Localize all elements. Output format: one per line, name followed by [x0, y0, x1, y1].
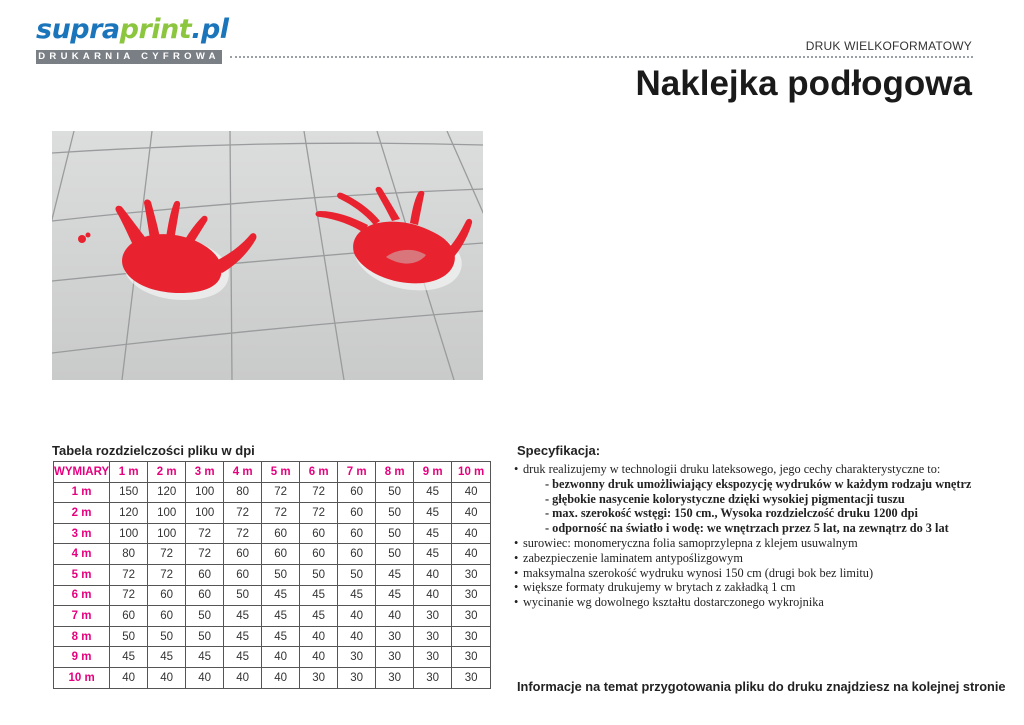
- column-header: 6 m: [300, 462, 338, 483]
- table-cell: 40: [414, 585, 452, 606]
- spec-subitem: - odporność na światło i wodę: we wnętrzach przez 5 lat, na zewnątrz do 3 lat: [545, 521, 949, 536]
- logo-wordmark: [36, 14, 229, 46]
- table-cell: 45: [376, 564, 414, 585]
- table-cell: 40: [262, 647, 300, 668]
- table-cell: 40: [452, 544, 491, 565]
- product-photo: [52, 131, 483, 380]
- table-row: [54, 544, 491, 565]
- page-title: Naklejka podłogowa: [635, 64, 972, 103]
- table-row: [54, 503, 491, 524]
- column-header: 2 m: [148, 462, 186, 483]
- table-cell: 72: [186, 544, 224, 565]
- table-cell: 30: [414, 667, 452, 688]
- table-cell: 30: [376, 626, 414, 647]
- table-cell: 45: [414, 482, 452, 503]
- table-cell: 45: [262, 606, 300, 627]
- column-header: 1 m: [110, 462, 148, 483]
- table-cell: 45: [300, 606, 338, 627]
- table-cell: 60: [262, 544, 300, 565]
- row-header: 8 m: [54, 626, 110, 647]
- table-cell: 60: [338, 503, 376, 524]
- table-cell: 50: [376, 544, 414, 565]
- column-header: 8 m: [376, 462, 414, 483]
- table-cell: 45: [262, 585, 300, 606]
- table-cell: 72: [262, 482, 300, 503]
- table-cell: 30: [414, 606, 452, 627]
- table-cell: 80: [224, 482, 262, 503]
- table-row: [54, 647, 491, 668]
- table-cell: 40: [148, 667, 186, 688]
- spec-item: • druk realizujemy w technologii druku lateksowego, jego cechy charakterystyczne to:: [514, 462, 984, 477]
- table-cell: 50: [262, 564, 300, 585]
- table-cell: 50: [186, 606, 224, 627]
- table-cell: 60: [148, 606, 186, 627]
- table-cell: 60: [262, 523, 300, 544]
- table-cell: 60: [300, 523, 338, 544]
- logo-subtitle: DRUKARNIA CYFROWA: [36, 50, 222, 64]
- spec-item: • surowiec: monomeryczna folia samoprzylepna z klejem usuwalnym: [514, 536, 984, 551]
- table-cell: 40: [300, 626, 338, 647]
- table-cell: 60: [300, 544, 338, 565]
- table-row: [54, 482, 491, 503]
- column-header: 4 m: [224, 462, 262, 483]
- category-label: DRUK WIELKOFORMATOWY: [805, 39, 972, 53]
- table-cell: 30: [452, 626, 491, 647]
- table-cell: 72: [148, 544, 186, 565]
- table-corner-label: WYMIARY: [54, 462, 110, 483]
- table-cell: 45: [224, 647, 262, 668]
- table-cell: 100: [186, 482, 224, 503]
- table-cell: 40: [452, 523, 491, 544]
- table-cell: 30: [452, 647, 491, 668]
- handprint-floor-illustration: [52, 131, 483, 380]
- table-cell: 60: [224, 564, 262, 585]
- spec-subitem: - max. szerokość wstęgi: 150 cm., Wysoka rozdzielczość druku 1200 dpi: [545, 506, 918, 521]
- row-header: 10 m: [54, 667, 110, 688]
- table-cell: 60: [338, 544, 376, 565]
- header-dotted-divider: [230, 56, 973, 58]
- table-cell: 50: [110, 626, 148, 647]
- table-cell: 72: [186, 523, 224, 544]
- table-cell: 45: [224, 606, 262, 627]
- spec-item: • wycinanie wg dowolnego kształtu dostarczonego wykrojnika: [514, 595, 984, 610]
- table-cell: 72: [224, 523, 262, 544]
- table-cell: 40: [452, 503, 491, 524]
- table-cell: 45: [262, 626, 300, 647]
- table-cell: 45: [186, 647, 224, 668]
- table-row: [54, 564, 491, 585]
- table-cell: 30: [376, 647, 414, 668]
- table-cell: 60: [338, 523, 376, 544]
- spec-item: • zabezpieczenie laminatem antypoślizgowym: [514, 551, 984, 566]
- spec-item: • większe formaty drukujemy w brytach z zakładką 1 cm: [514, 580, 984, 595]
- table-cell: 30: [338, 667, 376, 688]
- row-header: 4 m: [54, 544, 110, 565]
- table-cell: 50: [148, 626, 186, 647]
- column-header: 9 m: [414, 462, 452, 483]
- table-cell: 60: [338, 482, 376, 503]
- spec-subitem: - bezwonny druk umożliwiający ekspozycję wydruków w każdym rodzaju wnętrz: [545, 476, 972, 491]
- table-cell: 72: [110, 585, 148, 606]
- row-header: 9 m: [54, 647, 110, 668]
- footer-note: Informacje na temat przygotowania pliku do druku znajdziesz na kolejnej stronie: [517, 679, 1006, 694]
- table-cell: 80: [110, 544, 148, 565]
- row-header: 3 m: [54, 523, 110, 544]
- column-header: 7 m: [338, 462, 376, 483]
- table-cell: 72: [300, 503, 338, 524]
- table-cell: 45: [376, 585, 414, 606]
- table-cell: 45: [300, 585, 338, 606]
- table-cell: 60: [110, 606, 148, 627]
- row-header: 1 m: [54, 482, 110, 503]
- table-cell: 120: [148, 482, 186, 503]
- spec-subitem: - głębokie nasycenie kolorystyczne dzięki wysokiej pigmentacji tuszu: [545, 491, 905, 506]
- table-cell: 72: [300, 482, 338, 503]
- logo-part-supra: supra: [36, 14, 120, 45]
- row-header: 2 m: [54, 503, 110, 524]
- table-cell: 100: [186, 503, 224, 524]
- table-cell: 40: [338, 606, 376, 627]
- table-cell: 30: [452, 585, 491, 606]
- table-cell: 40: [262, 667, 300, 688]
- table-cell: 100: [110, 523, 148, 544]
- table-cell: 60: [186, 564, 224, 585]
- table-row: [54, 523, 491, 544]
- table-cell: 30: [452, 667, 491, 688]
- table-cell: 50: [300, 564, 338, 585]
- table-cell: 150: [110, 482, 148, 503]
- table-cell: 30: [338, 647, 376, 668]
- table-row: [54, 585, 491, 606]
- table-header-row: [54, 462, 491, 483]
- table-cell: 45: [414, 544, 452, 565]
- table-cell: 72: [224, 503, 262, 524]
- table-cell: 30: [376, 667, 414, 688]
- table-cell: 50: [376, 523, 414, 544]
- table-cell: 45: [110, 647, 148, 668]
- resolution-table-title: Tabela rozdzielczości pliku w dpi: [52, 443, 255, 458]
- table-cell: 60: [224, 544, 262, 565]
- table-cell: 72: [148, 564, 186, 585]
- table-cell: 60: [148, 585, 186, 606]
- spec-item: • maksymalna szerokość wydruku wynosi 150 cm (drugi bok bez limitu): [514, 566, 984, 581]
- table-cell: 45: [414, 503, 452, 524]
- table-cell: 30: [414, 626, 452, 647]
- table-cell: 100: [148, 503, 186, 524]
- table-cell: 50: [376, 482, 414, 503]
- table-cell: 30: [414, 647, 452, 668]
- table-cell: 40: [414, 564, 452, 585]
- row-header: 5 m: [54, 564, 110, 585]
- table-row: [54, 667, 491, 688]
- table-cell: 40: [110, 667, 148, 688]
- table-cell: 45: [224, 626, 262, 647]
- logo-part-print: print: [119, 14, 192, 45]
- table-cell: 60: [186, 585, 224, 606]
- table-cell: 40: [186, 667, 224, 688]
- column-header: 3 m: [186, 462, 224, 483]
- table-cell: 50: [376, 503, 414, 524]
- row-header: 6 m: [54, 585, 110, 606]
- table-cell: 40: [300, 647, 338, 668]
- table-cell: 40: [338, 626, 376, 647]
- table-cell: 30: [452, 564, 491, 585]
- table-cell: 72: [110, 564, 148, 585]
- logo-part-domain: .pl: [191, 14, 229, 45]
- table-row: [54, 626, 491, 647]
- column-header: 5 m: [262, 462, 300, 483]
- table-cell: 45: [338, 585, 376, 606]
- table-cell: 50: [186, 626, 224, 647]
- column-header: 10 m: [452, 462, 491, 483]
- spec-list: [514, 462, 984, 610]
- table-cell: 120: [110, 503, 148, 524]
- table-cell: 72: [262, 503, 300, 524]
- table-cell: 100: [148, 523, 186, 544]
- table-cell: 50: [338, 564, 376, 585]
- table-cell: 40: [452, 482, 491, 503]
- table-cell: 50: [224, 585, 262, 606]
- table-cell: 40: [376, 606, 414, 627]
- table-row: [54, 606, 491, 627]
- supraprint-logo: [36, 14, 229, 64]
- resolution-table: [53, 461, 491, 689]
- table-cell: 30: [300, 667, 338, 688]
- spec-title: Specyfikacja:: [517, 443, 601, 458]
- table-cell: 30: [452, 606, 491, 627]
- table-cell: 45: [148, 647, 186, 668]
- row-header: 7 m: [54, 606, 110, 627]
- table-cell: 40: [224, 667, 262, 688]
- table-cell: 45: [414, 523, 452, 544]
